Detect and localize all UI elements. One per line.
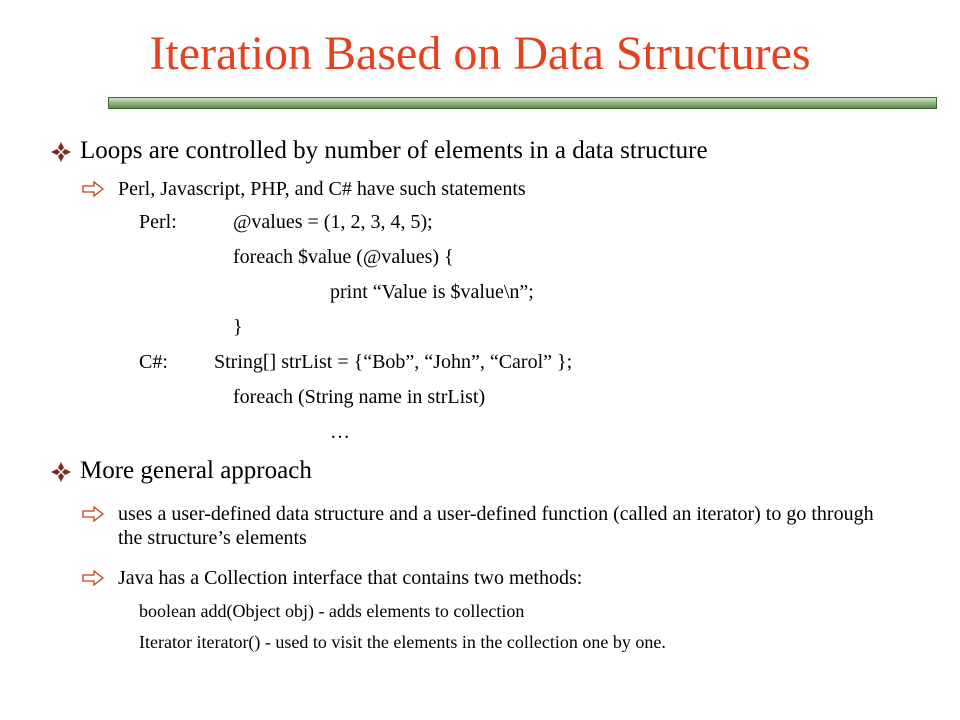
sub-bullet-java: Java has a Collection interface that contains two methods: [118,567,583,589]
arrow-bullet-icon [82,570,104,586]
diamond-bullet-icon [50,141,72,163]
slide-title: Iteration Based on Data Structures [149,27,811,80]
title-divider-bar [108,97,937,109]
code-line-perl-1: @values = (1, 2, 3, 4, 5); [233,211,433,233]
bullet-heading-loops: Loops are controlled by number of elements in a data structure [80,137,708,164]
sub-bullet-iterator: uses a user-defined data structure and a user-defined function (called an iterator) to go through the structure’s elements [118,503,874,549]
diamond-bullet-icon [50,461,72,483]
code-label-csharp: C#: [139,351,168,373]
code-line-cs-2: foreach (String name in strList) [233,386,486,408]
method-iterator: Iterator iterator() - used to visit the elements in the collection one by one. [139,632,666,652]
code-line-perl-3: print “Value is $value\n”; [330,281,534,303]
method-add: boolean add(Object obj) - adds elements to collection [139,601,525,621]
arrow-bullet-icon [82,181,104,197]
arrow-bullet-icon [82,506,104,522]
sub-bullet-languages: Perl, Javascript, PHP, and C# have such statements [118,178,526,200]
code-label-perl: Perl: [139,211,177,233]
code-line-perl-2: foreach $value (@values) { [233,246,454,268]
bullet-heading-general: More general approach [80,457,312,484]
code-line-cs-3: … [330,421,350,443]
code-line-cs-1: String[] strList = {“Bob”, “John”, “Carol” }; [214,351,573,373]
code-line-perl-4: } [233,316,243,338]
